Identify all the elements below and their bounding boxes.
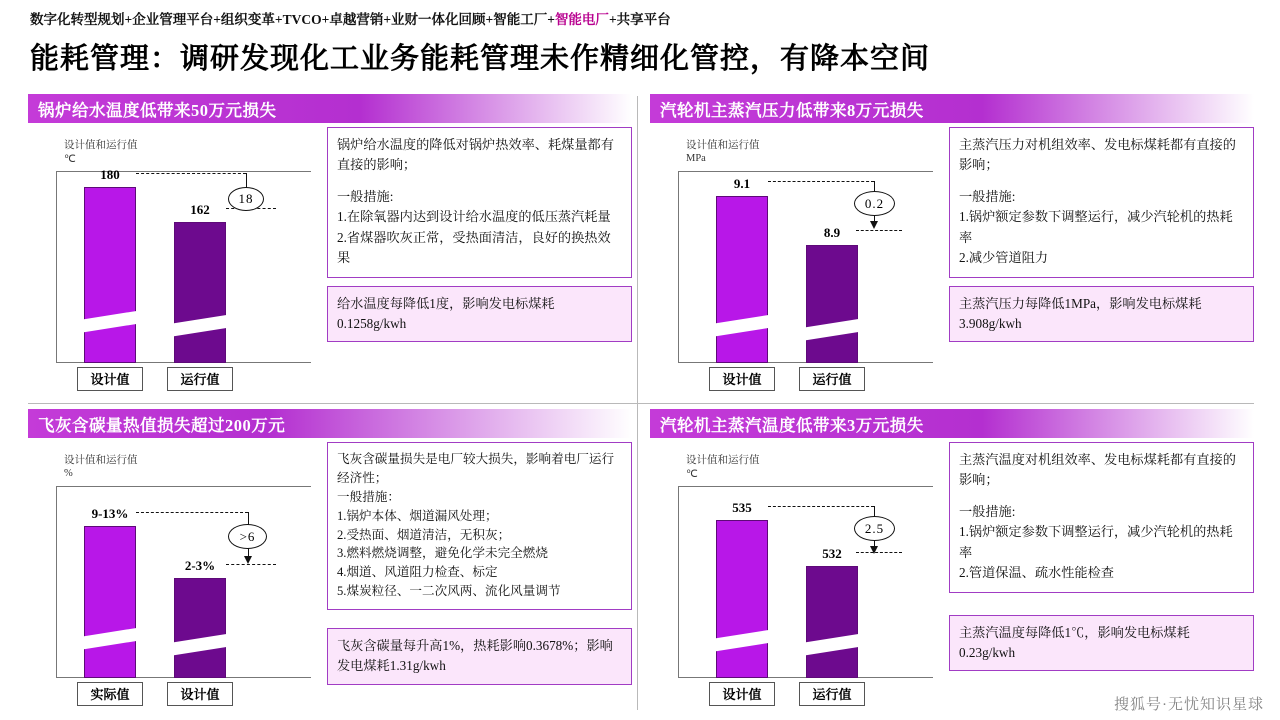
- bar-category-label: 设计值: [709, 682, 775, 706]
- axis-unit-label: ℃: [686, 469, 698, 480]
- measures-note-box: [327, 127, 632, 278]
- panel-text-boiler-feedwater-temp: [321, 127, 632, 399]
- note-line: 2.管道保温、疏水性能检查: [959, 565, 1114, 581]
- note-line: 一般措施:: [959, 188, 1016, 204]
- chart-boiler-feedwater-temp: [28, 127, 321, 399]
- watermark: 搜狐号·无忧知识星球: [1114, 697, 1264, 713]
- bar-category-label: 运行值: [799, 682, 865, 706]
- bar-break-slash: [174, 634, 228, 656]
- breadcrumb-separator: +: [124, 12, 133, 27]
- chart-main-steam-temp: [650, 442, 943, 714]
- note-line: 锅炉给水温度的降低对锅炉热效率、耗煤量都有直接的影响；: [337, 137, 614, 173]
- bar-value-label: 9-13%: [91, 506, 129, 521]
- bar-category-label: 设计值: [709, 367, 775, 391]
- breadcrumb-separator: +: [608, 12, 617, 27]
- breadcrumb-separator: +: [485, 12, 494, 27]
- bars-container: [56, 167, 311, 387]
- note-line: 2.省煤器吹灰正常，受热面清洁，良好的换热效果: [337, 229, 611, 266]
- panel-boiler-feedwater-temp: [28, 94, 632, 399]
- breadcrumb-separator: +: [321, 12, 330, 27]
- breadcrumb-item-1[interactable]: 企业管理平台: [132, 12, 214, 27]
- note-line: 1.锅炉本体、烟道漏风处理；: [337, 508, 498, 523]
- conclusion-box: 主蒸汽压力每降低1MPa，影响发电标煤耗3.908g/kwh: [949, 286, 1254, 343]
- bar-break-slash: [806, 634, 860, 656]
- note-line: 一般措施:: [337, 188, 394, 204]
- note-line: 3.燃料燃烧调整，避免化学未完全燃烧: [337, 546, 548, 561]
- bar-value-label: 9.1: [733, 176, 751, 191]
- delta-guide-top: [768, 506, 874, 507]
- panel-header: 锅炉给水温度低带来50万元损失: [28, 94, 632, 123]
- delta-guide-top: [136, 173, 246, 174]
- bar-category-label: 设计值: [167, 682, 233, 706]
- delta-guide-top: [768, 181, 874, 182]
- bar-category-label: 设计值: [77, 367, 143, 391]
- bar-value-label: 162: [190, 202, 210, 217]
- bar-break-slash: [174, 315, 228, 337]
- note-line: 1.锅炉额定参数下调整运行，减少汽轮机的热耗率: [959, 209, 1233, 245]
- delta-guide-bottom: [856, 230, 902, 231]
- bar-design-value: [716, 520, 768, 678]
- note-line: 一般措施:: [959, 503, 1016, 519]
- bar-value-label: 180: [100, 167, 120, 182]
- breadcrumb-separator: +: [274, 12, 283, 27]
- note-line: 一般措施：: [337, 489, 400, 504]
- note-line: 飞灰含碳量损失是电厂较大损失，影响着电厂运行经济性；: [337, 452, 615, 485]
- panel-main-steam-temp: [650, 409, 1254, 714]
- note-line: 2.受热面、烟道清洁，无积灰；: [337, 527, 511, 542]
- bar-category-label: 运行值: [167, 367, 233, 391]
- panel-header: 汽轮机主蒸汽压力低带来8万元损失: [650, 94, 1254, 123]
- panel-main-steam-pressure: [650, 94, 1254, 399]
- delta-bubble: 18: [228, 187, 264, 211]
- breadcrumb-item-8[interactable]: 共享平台: [616, 12, 671, 27]
- bar-value-label: 535: [732, 500, 752, 515]
- axis-caption: 设计值和运行值: [686, 140, 760, 151]
- panel-text-fly-ash-carbon: [321, 442, 632, 714]
- panel-fly-ash-carbon: [28, 409, 632, 714]
- bars-container: [678, 486, 933, 702]
- note-line: 主蒸汽温度对机组效率、发电标煤耗都有直接的影响；: [959, 452, 1236, 488]
- breadcrumb-separator: +: [213, 12, 221, 27]
- delta-bubble: >6: [228, 524, 267, 549]
- breadcrumb-item-0[interactable]: 数字化转型规划: [30, 12, 125, 27]
- bar-break-slash: [806, 319, 860, 341]
- page-title: 能耗管理：调研发现化工业务能耗管理未作精细化管控，有降本空间: [30, 43, 931, 75]
- quadrant-grid: [28, 94, 1254, 714]
- bar-break-slash: [716, 630, 770, 652]
- delta-bubble: 0.2: [854, 191, 895, 216]
- delta-guide-bottom: [856, 552, 902, 553]
- note-line: 4.烟道、风道阻力检查、标定: [337, 565, 498, 580]
- axis-caption: 设计值和运行值: [686, 455, 760, 466]
- breadcrumb-item-2[interactable]: 组织变革: [220, 12, 275, 27]
- breadcrumb-item-6[interactable]: 智能工厂: [493, 12, 548, 27]
- bar-design-value: [174, 578, 226, 678]
- bar-value-label: 8.9: [823, 225, 841, 240]
- axis-caption: 设计值和运行值: [64, 455, 138, 466]
- chart-main-steam-pressure: [650, 127, 943, 399]
- conclusion-box: 给水温度每降低1度，影响发电标煤耗0.1258g/kwh: [327, 286, 632, 343]
- breadcrumb: [30, 8, 671, 28]
- breadcrumb-item-3[interactable]: TVCO: [282, 12, 322, 27]
- bar-actual-value: [84, 526, 136, 678]
- conclusion-box: 飞灰含碳量每升高1%，热耗影响0.3678%；影响发电煤耗1.31g/kwh: [327, 628, 632, 685]
- note-line: 2.减少管道阻力: [959, 250, 1049, 266]
- note-line: 1.在除氧器内达到设计给水温度的低压蒸汽耗量: [337, 209, 611, 225]
- note-line: 1.锅炉额定参数下调整运行，减少汽轮机的热耗率: [959, 524, 1233, 560]
- delta-guide-top: [136, 512, 248, 513]
- conclusion-box: 主蒸汽温度每降低1℃，影响发电标煤耗0.23g/kwh: [949, 615, 1254, 672]
- measures-note-box: [949, 442, 1254, 593]
- bar-running-value: [806, 245, 858, 363]
- axis-unit-label: MPa: [686, 153, 706, 164]
- delta-bubble: 2.5: [854, 516, 895, 541]
- bar-running-value: [806, 566, 858, 678]
- breadcrumb-separator: +: [547, 12, 555, 27]
- breadcrumb-item-5[interactable]: 业财一体化回顾: [391, 12, 486, 27]
- bar-break-slash: [84, 628, 138, 650]
- panel-text-main-steam-temp: [943, 442, 1254, 714]
- panel-header: 飞灰含碳量热值损失超过200万元: [28, 409, 632, 438]
- breadcrumb-item-7-active[interactable]: 智能电厂: [554, 12, 609, 27]
- bar-break-slash: [716, 315, 770, 337]
- measures-note-box: [949, 127, 1254, 278]
- delta-guide-bottom: [226, 564, 276, 565]
- note-line: 主蒸汽压力对机组效率、发电标煤耗都有直接的影响；: [959, 137, 1236, 173]
- bar-running-value: [174, 222, 226, 363]
- bar-value-label: 2-3%: [184, 558, 216, 573]
- bar-category-label: 运行值: [799, 367, 865, 391]
- bar-value-label: 532: [822, 546, 842, 561]
- bar-category-label: 实际值: [77, 682, 143, 706]
- bars-container: [56, 486, 311, 702]
- chart-fly-ash-carbon: [28, 442, 321, 714]
- note-line: 5.煤炭粒径、一二次风两、流化风量调节: [337, 584, 561, 599]
- bar-break-slash: [84, 311, 138, 333]
- breadcrumb-separator: +: [383, 12, 392, 27]
- bar-design-value: [716, 196, 768, 363]
- axis-caption: 设计值和运行值: [64, 140, 138, 151]
- panel-text-main-steam-pressure: [943, 127, 1254, 399]
- bar-design-value: [84, 187, 136, 363]
- panel-header: 汽轮机主蒸汽温度低带来3万元损失: [650, 409, 1254, 438]
- bars-container: [678, 171, 933, 387]
- axis-unit-label: ℃: [64, 154, 76, 165]
- axis-unit-label: %: [64, 468, 73, 479]
- measures-note-box: [327, 442, 632, 610]
- breadcrumb-item-4[interactable]: 卓越营销: [329, 12, 384, 27]
